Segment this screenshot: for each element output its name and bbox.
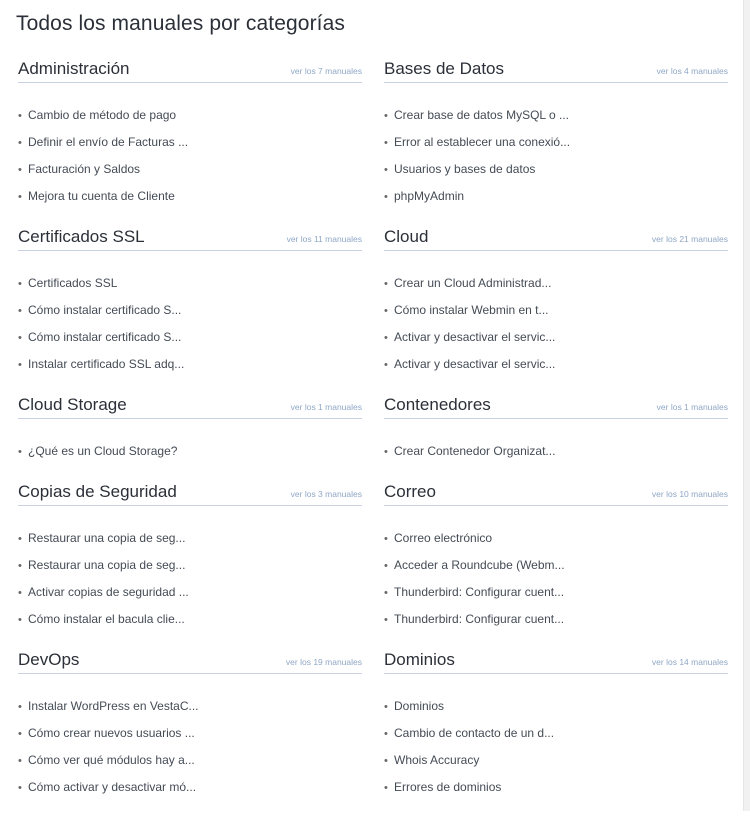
manual-link[interactable]: • Usuarios y bases de datos [384, 159, 728, 186]
manual-link[interactable]: • Cómo instalar certificado S... [18, 327, 362, 354]
manual-link[interactable]: • Instalar WordPress en VestaC... [18, 696, 362, 723]
manual-list [18, 273, 362, 381]
bullet-icon: • [384, 614, 388, 626]
see-all-link[interactable]: ver los 4 manuales [656, 66, 728, 76]
manual-link[interactable]: • Activar y desactivar el servic... [384, 327, 728, 354]
manual-link[interactable]: • Activar y desactivar el servic... [384, 354, 728, 381]
bullet-icon: • [384, 305, 388, 317]
category-title: Correo [384, 482, 436, 501]
see-all-link[interactable]: ver los 3 manuales [290, 489, 362, 499]
manual-link[interactable]: • Cómo crear nuevos usuarios ... [18, 723, 362, 750]
manual-list [384, 273, 728, 381]
see-all-link[interactable]: ver los 14 manuales [651, 657, 728, 667]
manual-link[interactable]: • Instalar certificado SSL adq... [18, 354, 362, 381]
see-all-link[interactable]: ver los 1 manuales [290, 402, 362, 412]
bullet-icon: • [18, 701, 22, 713]
category-title: Copias de Seguridad [18, 482, 177, 501]
bullet-icon: • [384, 701, 388, 713]
manual-link[interactable]: • Cómo ver qué módulos hay a... [18, 750, 362, 777]
bullet-icon: • [18, 191, 22, 203]
bullet-icon: • [384, 137, 388, 149]
category-header [384, 58, 728, 83]
manual-list [384, 528, 728, 636]
manual-link[interactable]: • Facturación y Saldos [18, 159, 362, 186]
manual-link[interactable]: • Errores de dominios [384, 777, 728, 804]
category-title: Dominios [384, 650, 455, 669]
bullet-icon: • [18, 614, 22, 626]
manual-link[interactable]: • Cambio de contacto de un d... [384, 723, 728, 750]
category-header [18, 58, 362, 83]
manual-list [384, 105, 728, 213]
bullet-icon: • [18, 587, 22, 599]
category-title: Cloud Storage [18, 395, 127, 414]
bullet-icon: • [18, 137, 22, 149]
category-header [384, 394, 728, 419]
bullet-icon: • [18, 332, 22, 344]
category-dominios [384, 649, 728, 817]
manual-list [384, 696, 728, 804]
see-all-link[interactable]: ver los 21 manuales [651, 234, 728, 244]
bullet-icon: • [384, 755, 388, 767]
manual-link[interactable]: • Thunderbird: Configurar cuent... [384, 582, 728, 609]
categories-grid [18, 58, 728, 817]
manual-link[interactable]: • Thunderbird: Configurar cuent... [384, 609, 728, 636]
category-title: DevOps [18, 650, 80, 669]
bullet-icon: • [384, 332, 388, 344]
page-title: Todos los manuales por categorías [16, 12, 345, 35]
manual-link[interactable]: • Cambio de método de pago [18, 105, 362, 132]
bullet-icon: • [384, 728, 388, 740]
manual-link[interactable]: • Crear base de datos MySQL o ... [384, 105, 728, 132]
manual-link[interactable]: • Whois Accuracy [384, 750, 728, 777]
bullet-icon: • [384, 164, 388, 176]
bullet-icon: • [18, 278, 22, 290]
bullet-icon: • [18, 755, 22, 767]
manual-link[interactable]: • Dominios [384, 696, 728, 723]
bullet-icon: • [18, 359, 22, 371]
manual-list [18, 441, 362, 468]
manual-link[interactable]: • Error al establecer una conexió... [384, 132, 728, 159]
category-header [384, 481, 728, 506]
see-all-link[interactable]: ver los 10 manuales [651, 489, 728, 499]
manual-link[interactable]: • Cómo activar y desactivar mó... [18, 777, 362, 804]
see-all-link[interactable]: ver los 11 manuales [286, 234, 362, 244]
category-header [18, 226, 362, 251]
category-header [384, 226, 728, 251]
bullet-icon: • [384, 560, 388, 572]
manual-link[interactable]: • Acceder a Roundcube (Webm... [384, 555, 728, 582]
category-header [384, 649, 728, 674]
category-devops [18, 649, 362, 817]
bullet-icon: • [384, 278, 388, 290]
see-all-link[interactable]: ver los 19 manuales [285, 657, 362, 667]
manual-link[interactable]: • Definir el envío de Facturas ... [18, 132, 362, 159]
bullet-icon: • [384, 782, 388, 794]
category-cloud [384, 226, 728, 394]
bullet-icon: • [18, 533, 22, 545]
category-title: Administración [18, 59, 130, 78]
manual-list [18, 528, 362, 636]
bullet-icon: • [384, 191, 388, 203]
manual-link[interactable]: • Mejora tu cuenta de Cliente [18, 186, 362, 213]
bullet-icon: • [384, 533, 388, 545]
page-scrollbar[interactable] [743, 0, 750, 811]
bullet-icon: • [18, 782, 22, 794]
manual-link[interactable]: • Cómo instalar Webmin en t... [384, 300, 728, 327]
manual-link[interactable]: • Restaurar una copia de seg... [18, 528, 362, 555]
category-title: Cloud [384, 227, 429, 246]
bullet-icon: • [384, 110, 388, 122]
bullet-icon: • [384, 359, 388, 371]
manual-list [384, 441, 728, 468]
manual-link[interactable]: • Crear un Cloud Administrad... [384, 273, 728, 300]
manual-link[interactable]: • Crear Contenedor Organizat... [384, 441, 728, 468]
bullet-icon: • [18, 560, 22, 572]
manual-link[interactable]: • Restaurar una copia de seg... [18, 555, 362, 582]
bullet-icon: • [384, 587, 388, 599]
category-correo [384, 481, 728, 649]
category-header [18, 481, 362, 506]
bullet-icon: • [18, 728, 22, 740]
manual-link[interactable]: • Certificados SSL [18, 273, 362, 300]
category-title: Bases de Datos [384, 59, 505, 78]
manual-list [18, 696, 362, 804]
see-all-link[interactable]: ver los 1 manuales [656, 402, 728, 412]
bullet-icon: • [18, 446, 22, 458]
category-header [18, 649, 362, 674]
manual-link[interactable]: • Cómo instalar certificado S... [18, 300, 362, 327]
bullet-icon: • [18, 305, 22, 317]
manual-link[interactable]: • Cómo instalar el bacula clie... [18, 609, 362, 636]
category-administracion [18, 58, 362, 226]
bullet-icon: • [18, 164, 22, 176]
category-cloud-storage [18, 394, 362, 481]
manual-link[interactable]: • Correo electrónico [384, 528, 728, 555]
manual-link[interactable]: • ¿Qué es un Cloud Storage? [18, 441, 362, 468]
category-title: Contenedores [384, 395, 491, 414]
see-all-link[interactable]: ver los 7 manuales [290, 66, 362, 76]
category-bases-de-datos [384, 58, 728, 226]
category-contenedores [384, 394, 728, 481]
category-copias-de-seguridad [18, 481, 362, 649]
manual-list [18, 105, 362, 213]
bullet-icon: • [18, 110, 22, 122]
category-title: Certificados SSL [18, 227, 145, 246]
category-header [18, 394, 362, 419]
manual-link[interactable]: • phpMyAdmin [384, 186, 728, 213]
manual-link[interactable]: • Activar copias de seguridad ... [18, 582, 362, 609]
category-certificados-ssl [18, 226, 362, 394]
bullet-icon: • [384, 446, 388, 458]
